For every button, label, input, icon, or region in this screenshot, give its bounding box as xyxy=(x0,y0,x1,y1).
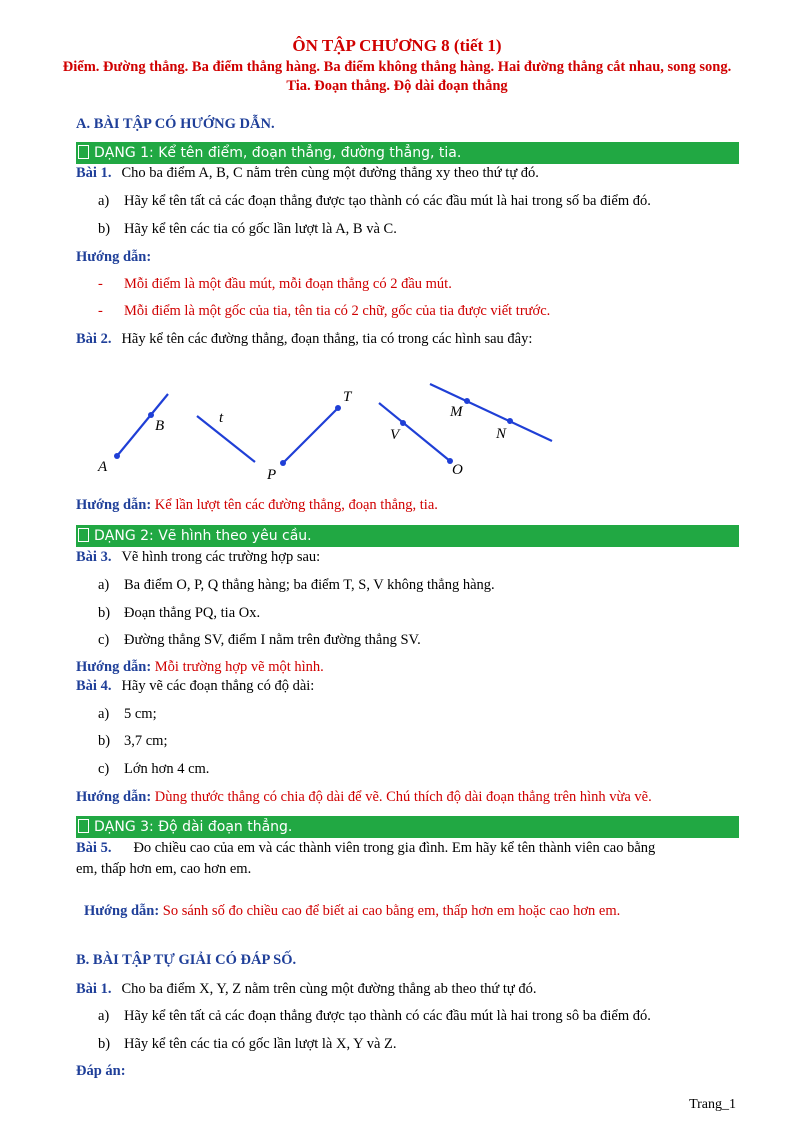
item-text: Hãy kể tên tất cả các đoạn thẳng được tạo thành có các đầu mút là hai trong số ba điểm đó. xyxy=(124,193,651,209)
dang-2-band xyxy=(76,525,739,547)
box-icon xyxy=(78,528,89,542)
item-text: Hãy kể tên các tia có gốc lần lượt là X, Y và Z. xyxy=(124,1036,397,1052)
guide-text: So sánh số đo chiều cao để biết ai cao bằng em, thấp hơn em hoặc cao hơn em. xyxy=(162,903,621,919)
bai-3-c xyxy=(98,632,421,649)
guide-label: Hướng dẫn: xyxy=(76,659,152,675)
bai-3-text: Vẽ hình trong các trường hợp sau: xyxy=(121,549,321,565)
bai-1-b xyxy=(98,221,397,238)
line-mn xyxy=(430,384,552,441)
item-text: Hãy kể tên các tia có gốc lần lượt là A, B và C. xyxy=(124,221,397,237)
bai-4-a xyxy=(98,706,157,723)
item-label: c) xyxy=(98,761,110,777)
item-label: b) xyxy=(98,221,111,237)
box-icon xyxy=(78,819,89,833)
item-label: b) xyxy=(98,1036,111,1052)
bai-1-guide: Hướng dẫn: xyxy=(76,249,152,265)
bai-4-guide xyxy=(76,789,652,806)
item-label: a) xyxy=(98,1008,110,1024)
bai-1-guide-1 xyxy=(98,276,452,293)
bai-5-label: Bài 5. xyxy=(76,840,112,856)
bai-5-text-2: em, thấp hơn em, cao hơn em. xyxy=(76,861,252,877)
dang-1-label: DẠNG 1: Kể tên điểm, đoạn thẳng, đường thẳng, tia. xyxy=(94,145,462,161)
item-text: 3,7 cm; xyxy=(124,733,168,749)
point-m xyxy=(464,398,470,404)
guide-label: Hướng dẫn: xyxy=(76,789,152,805)
label-o: O xyxy=(452,462,463,478)
bai-4-b xyxy=(98,733,168,750)
point-p xyxy=(280,460,286,466)
b-bai-1-answer: Đáp án: xyxy=(76,1063,126,1079)
dang-3-band xyxy=(76,816,739,838)
bai-1 xyxy=(76,165,539,182)
ray-t xyxy=(197,416,255,462)
item-text: Đường thẳng SV, điểm I nằm trên đường thẳng SV. xyxy=(124,632,421,648)
bai-3-a xyxy=(98,577,495,594)
bai-5-guide xyxy=(84,903,620,920)
guide-label: Hướng dẫn: xyxy=(84,903,160,919)
point-n xyxy=(507,418,513,424)
section-a-heading: A. BÀI TẬP CÓ HƯỚNG DẪN. xyxy=(76,116,275,132)
item-label: c) xyxy=(98,632,110,648)
segment-pt xyxy=(283,408,338,463)
point-t xyxy=(335,405,341,411)
bai-1-guide-2 xyxy=(98,303,550,320)
point-v xyxy=(400,420,406,426)
guide-text: Mỗi trường hợp vẽ một hình. xyxy=(154,659,324,675)
point-a xyxy=(114,453,120,459)
label-n: N xyxy=(496,426,507,442)
item-label: a) xyxy=(98,706,110,722)
bai-4-text: Hãy vẽ các đoạn thẳng có độ dài: xyxy=(121,678,315,694)
guide-label: Hướng dẫn: xyxy=(76,497,152,513)
bai-4-label: Bài 4. xyxy=(76,678,112,694)
b-bai-1-text: Cho ba điểm X, Y, Z nằm trên cùng một đường thẳng ab theo thứ tự đó. xyxy=(121,981,537,997)
item-text: Đoạn thẳng PQ, tia Ox. xyxy=(124,605,261,621)
label-v: V xyxy=(390,427,400,443)
bai-5 xyxy=(76,840,655,857)
label-m: M xyxy=(450,404,463,420)
bai-4 xyxy=(76,678,314,695)
bai-4-c xyxy=(98,761,209,778)
dash-marker: - xyxy=(98,303,103,319)
b-bai-1-label: Bài 1. xyxy=(76,981,112,997)
bai-1-label: Bài 1. xyxy=(76,165,112,181)
dang-2-label: DẠNG 2: Vẽ hình theo yêu cầu. xyxy=(94,528,312,544)
item-label: b) xyxy=(98,733,111,749)
dash-marker: - xyxy=(98,276,103,292)
item-label: b) xyxy=(98,605,111,621)
item-label: a) xyxy=(98,577,110,593)
item-text: 5 cm; xyxy=(124,706,157,722)
label-b: B xyxy=(155,418,165,434)
bai-2-guide xyxy=(76,497,438,514)
bai-3-guide xyxy=(76,659,324,676)
guide-text: Mỗi điểm là một đầu mút, mỗi đoạn thẳng có 2 đầu mút. xyxy=(124,276,452,292)
bai-1-text: Cho ba điểm A, B, C nằm trên cùng một đường thẳng xy theo thứ tự đó. xyxy=(121,165,539,181)
page-title: ÔN TẬP CHƯƠNG 8 (tiết 1) xyxy=(292,36,502,55)
dang-1-band xyxy=(76,142,739,164)
page-subtitle: Điểm. Đường thẳng. Ba điểm thẳng hàng. Ba điểm không thẳng hàng. Hai đường thẳng cắt nhau, song song. Tia. Đoạn thẳng. Độ dài đoạn thẳng xyxy=(62,59,732,94)
point-b xyxy=(148,412,154,418)
item-text: Lớn hơn 4 cm. xyxy=(124,761,210,777)
label-a: A xyxy=(98,459,108,475)
bai-1-a xyxy=(98,193,651,210)
bai-2-text: Hãy kể tên các đường thẳng, đoạn thẳng, tia có trong các hình sau đây: xyxy=(121,331,533,347)
bai-2-label: Bài 2. xyxy=(76,331,112,347)
label-t: T xyxy=(343,389,352,405)
box-icon xyxy=(78,145,89,159)
bai-3 xyxy=(76,549,320,566)
dang-3-label: DẠNG 3: Độ dài đoạn thẳng. xyxy=(94,819,293,835)
item-text: Hãy kể tên tất cả các đoạn thẳng được tạo thành có các đầu mút là hai trong sô ba điểm đó. xyxy=(124,1008,651,1024)
guide-text: Kể lần lượt tên các đường thẳng, đoạn thẳng, tia. xyxy=(154,497,438,513)
bai-3-b xyxy=(98,605,260,622)
b-bai-1 xyxy=(76,981,537,998)
bai-3-label: Bài 3. xyxy=(76,549,112,565)
b-bai-1-b xyxy=(98,1036,397,1053)
guide-text: Mỗi điểm là một gốc của tia, tên tia có 2 chữ, gốc của tia được viết trước. xyxy=(124,303,551,319)
label-p: P xyxy=(267,467,277,483)
item-text: Ba điểm O, P, Q thẳng hàng; ba điểm T, S, V không thẳng hàng. xyxy=(124,577,495,593)
geometry-figure xyxy=(94,378,564,483)
page-number: Trang_1 xyxy=(689,1097,736,1112)
bai-2 xyxy=(76,331,532,348)
label-t-small: t xyxy=(219,410,224,426)
b-bai-1-a xyxy=(98,1008,651,1025)
section-b-heading: B. BÀI TẬP TỰ GIẢI CÓ ĐÁP SỐ. xyxy=(76,952,297,968)
bai-5-text-1: Đo chiều cao của em và các thành viên trong gia đình. Em hãy kể tên thành viên cao bằng xyxy=(133,840,656,856)
guide-text: Dùng thước thẳng có chia độ dài để vẽ. Chú thích độ dài đoạn thẳng trên hình vừa vẽ. xyxy=(154,789,652,805)
item-label: a) xyxy=(98,193,110,209)
